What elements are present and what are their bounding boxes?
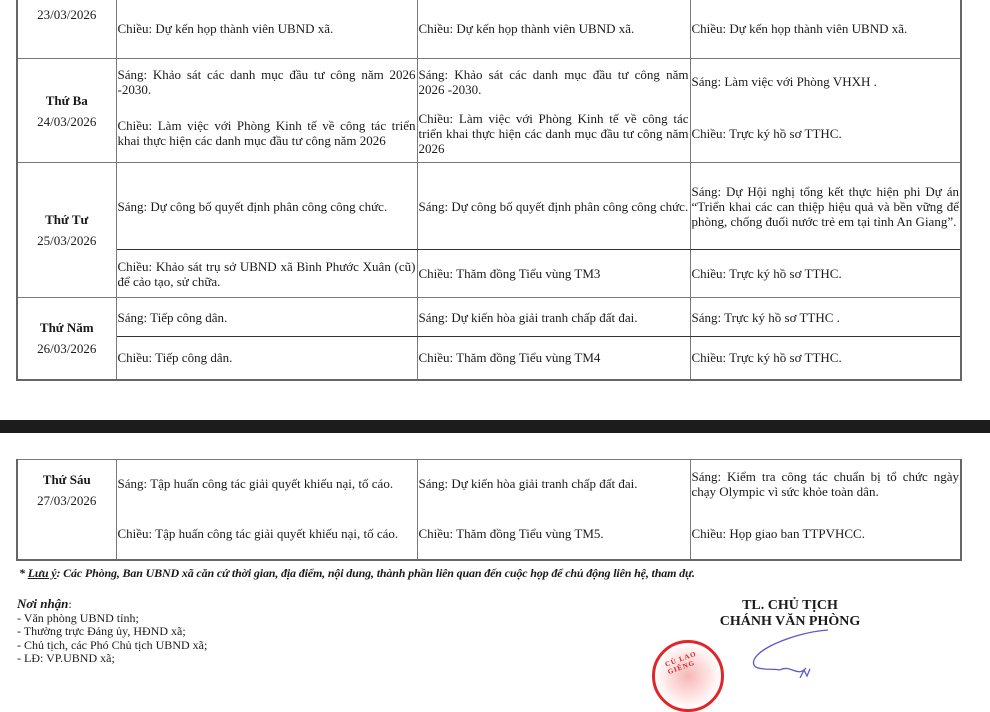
morning-cell: Sáng: Tập huấn công tác giải quyết khiếu nại, tố cáo.: [116, 460, 417, 508]
weekly-schedule-table: [16, 0, 962, 381]
schedule-row-thursday-afternoon: [17, 337, 961, 380]
handwritten-signature-icon: [740, 628, 830, 683]
afternoon-cell: Chiều: Thăm đồng Tiểu vùng TM5.: [417, 508, 690, 560]
afternoon-cell: Chiều: Làm việc với Phòng Kinh tế về công tác triển khai thực hiện các danh mục đầu tư công năm 2026: [116, 105, 417, 163]
day-cell: [17, 298, 116, 380]
signature-line-2: CHÁNH VĂN PHÒNG: [719, 614, 861, 629]
morning-cell: Sáng: Dự công bố quyết định phân công công chức.: [116, 163, 417, 250]
morning-cell: Sáng: Khảo sát các danh mục đầu tư công năm 2026 -2030.: [116, 59, 417, 105]
recipient-item: - Văn phòng UBND tỉnh;: [17, 610, 139, 625]
document-page-bottom: [0, 433, 990, 680]
morning-cell: Sáng: Dự kiến hòa giải tranh chấp đất đai.: [417, 460, 690, 508]
day-name: Thứ Tư: [45, 212, 89, 227]
afternoon-cell: Chiều: Trực ký hồ sơ TTHC.: [690, 250, 961, 298]
morning-cell: Sáng: Kiểm tra công tác chuẩn bị tổ chức ngày chạy Olympic vì sức khỏe toàn dân.: [690, 460, 961, 508]
day-cell: [17, 460, 116, 560]
afternoon-cell: Chiều: Dự kến họp thành viên UBND xã.: [116, 17, 417, 59]
morning-cell: Sáng: Dự Hội nghị tổng kết thực hiện phi Dự án “Triển khai các can thiệp hiệu quả và bền vững để phòng, chống đuối nước trẻ em tại tỉnh An Giang”.: [690, 163, 961, 250]
schedule-row-friday-afternoon: [17, 508, 961, 560]
afternoon-cell: Chiều: Tiếp công dân.: [116, 337, 417, 380]
morning-cell: [417, 0, 690, 17]
morning-cell: Sáng: Làm việc với Phòng VHXH .: [690, 59, 961, 105]
day-name: Thứ Năm: [39, 320, 94, 336]
morning-cell: Sáng: Khảo sát các danh mục đầu tư công năm 2026 -2030.: [417, 59, 690, 105]
signature-line-1: TL. CHỦ TỊCH: [742, 598, 838, 613]
recipients-block: [17, 597, 207, 666]
note-prefix: *: [19, 566, 28, 580]
schedule-row-wednesday-afternoon: [17, 250, 961, 298]
recipient-item: - LĐ: VP.UBND xã;: [17, 651, 115, 665]
morning-cell: Sáng: Trực ký hồ sơ TTHC .: [690, 298, 961, 337]
morning-cell: Sáng: Dự công bố quyết định phân công công chức.: [417, 163, 690, 250]
recipients-colon: :: [68, 597, 72, 611]
day-date: 25/03/2026: [37, 233, 97, 248]
afternoon-cell: Chiều: Làm việc với Phòng Kinh tế về công tác triển khai thực hiện các danh mục đầu tư công năm 2026: [417, 105, 690, 163]
schedule-row-monday-afternoon: [17, 17, 961, 59]
note-body: : Các Phòng, Ban UBND xã căn cứ thời gian, địa điểm, nội dung, thành phần liên quan đến cuộc họp để chủ động liên hệ, tham dự.: [56, 566, 695, 580]
afternoon-cell: Chiều: Khảo sát trụ sở UBND xã Bình Phước Xuân (cũ) để cảo tạo, sử chữa.: [116, 250, 417, 298]
afternoon-cell: Chiều: Tập huấn công tác giải quyết khiếu nại, tố cáo.: [116, 508, 417, 560]
afternoon-cell: Chiều: Họp giao ban TTPVHCC.: [690, 508, 961, 560]
morning-cell: Sáng: Dự kiến hòa giải tranh chấp đất đai.: [417, 298, 690, 337]
day-date: 27/03/2026: [37, 493, 97, 508]
official-stamp-icon: [652, 640, 724, 712]
day-cell: [17, 59, 116, 163]
afternoon-cell: Chiều: Thăm đồng Tiểu vùng TM4: [417, 337, 690, 380]
signature-title-block: [660, 598, 920, 630]
afternoon-cell: Chiều: Dự kến họp thành viên UBND xã.: [690, 17, 961, 59]
afternoon-cell: Chiều: Thăm đồng Tiểu vùng TM3: [417, 250, 690, 298]
schedule-row-tuesday-morning: [17, 59, 961, 105]
afternoon-cell: Chiều: Dự kến họp thành viên UBND xã.: [417, 17, 690, 59]
day-cell: [17, 0, 116, 59]
morning-cell: Sáng: Tiếp công dân.: [116, 298, 417, 337]
morning-cell: [116, 0, 417, 17]
day-date: 24/03/2026: [37, 113, 97, 129]
schedule-row-friday-morning: [17, 460, 961, 508]
note-text: [19, 566, 695, 581]
day-name: Thứ Ba: [45, 92, 88, 108]
recipient-item: - Thường trực Đảng ủy, HĐND xã;: [17, 624, 186, 638]
day-date: 23/03/2026: [37, 7, 97, 22]
day-cell: [17, 163, 116, 298]
day-date: 26/03/2026: [37, 341, 97, 357]
morning-cell: [690, 0, 961, 17]
note-label: Lưu ý: [27, 566, 57, 580]
weekly-schedule-table-continued: [16, 459, 962, 561]
schedule-row-thursday-morning: [17, 298, 961, 337]
afternoon-cell: Chiều: Trực ký hồ sơ TTHC.: [690, 105, 961, 163]
recipients-title: Nơi nhận: [17, 596, 69, 611]
page-break-band: [0, 420, 990, 433]
afternoon-cell: Chiều: Trực ký hồ sơ TTHC.: [690, 337, 961, 380]
day-name: Thứ Sáu: [42, 472, 91, 487]
schedule-row-monday-morning: [17, 0, 961, 17]
recipient-item: - Chủ tịch, các Phó Chủ tịch UBND xã;: [17, 637, 208, 652]
schedule-row-wednesday-morning: [17, 163, 961, 250]
stamp-text: CÙ LAO GIÊNG: [663, 649, 698, 677]
schedule-row-tuesday-afternoon: [17, 105, 961, 163]
